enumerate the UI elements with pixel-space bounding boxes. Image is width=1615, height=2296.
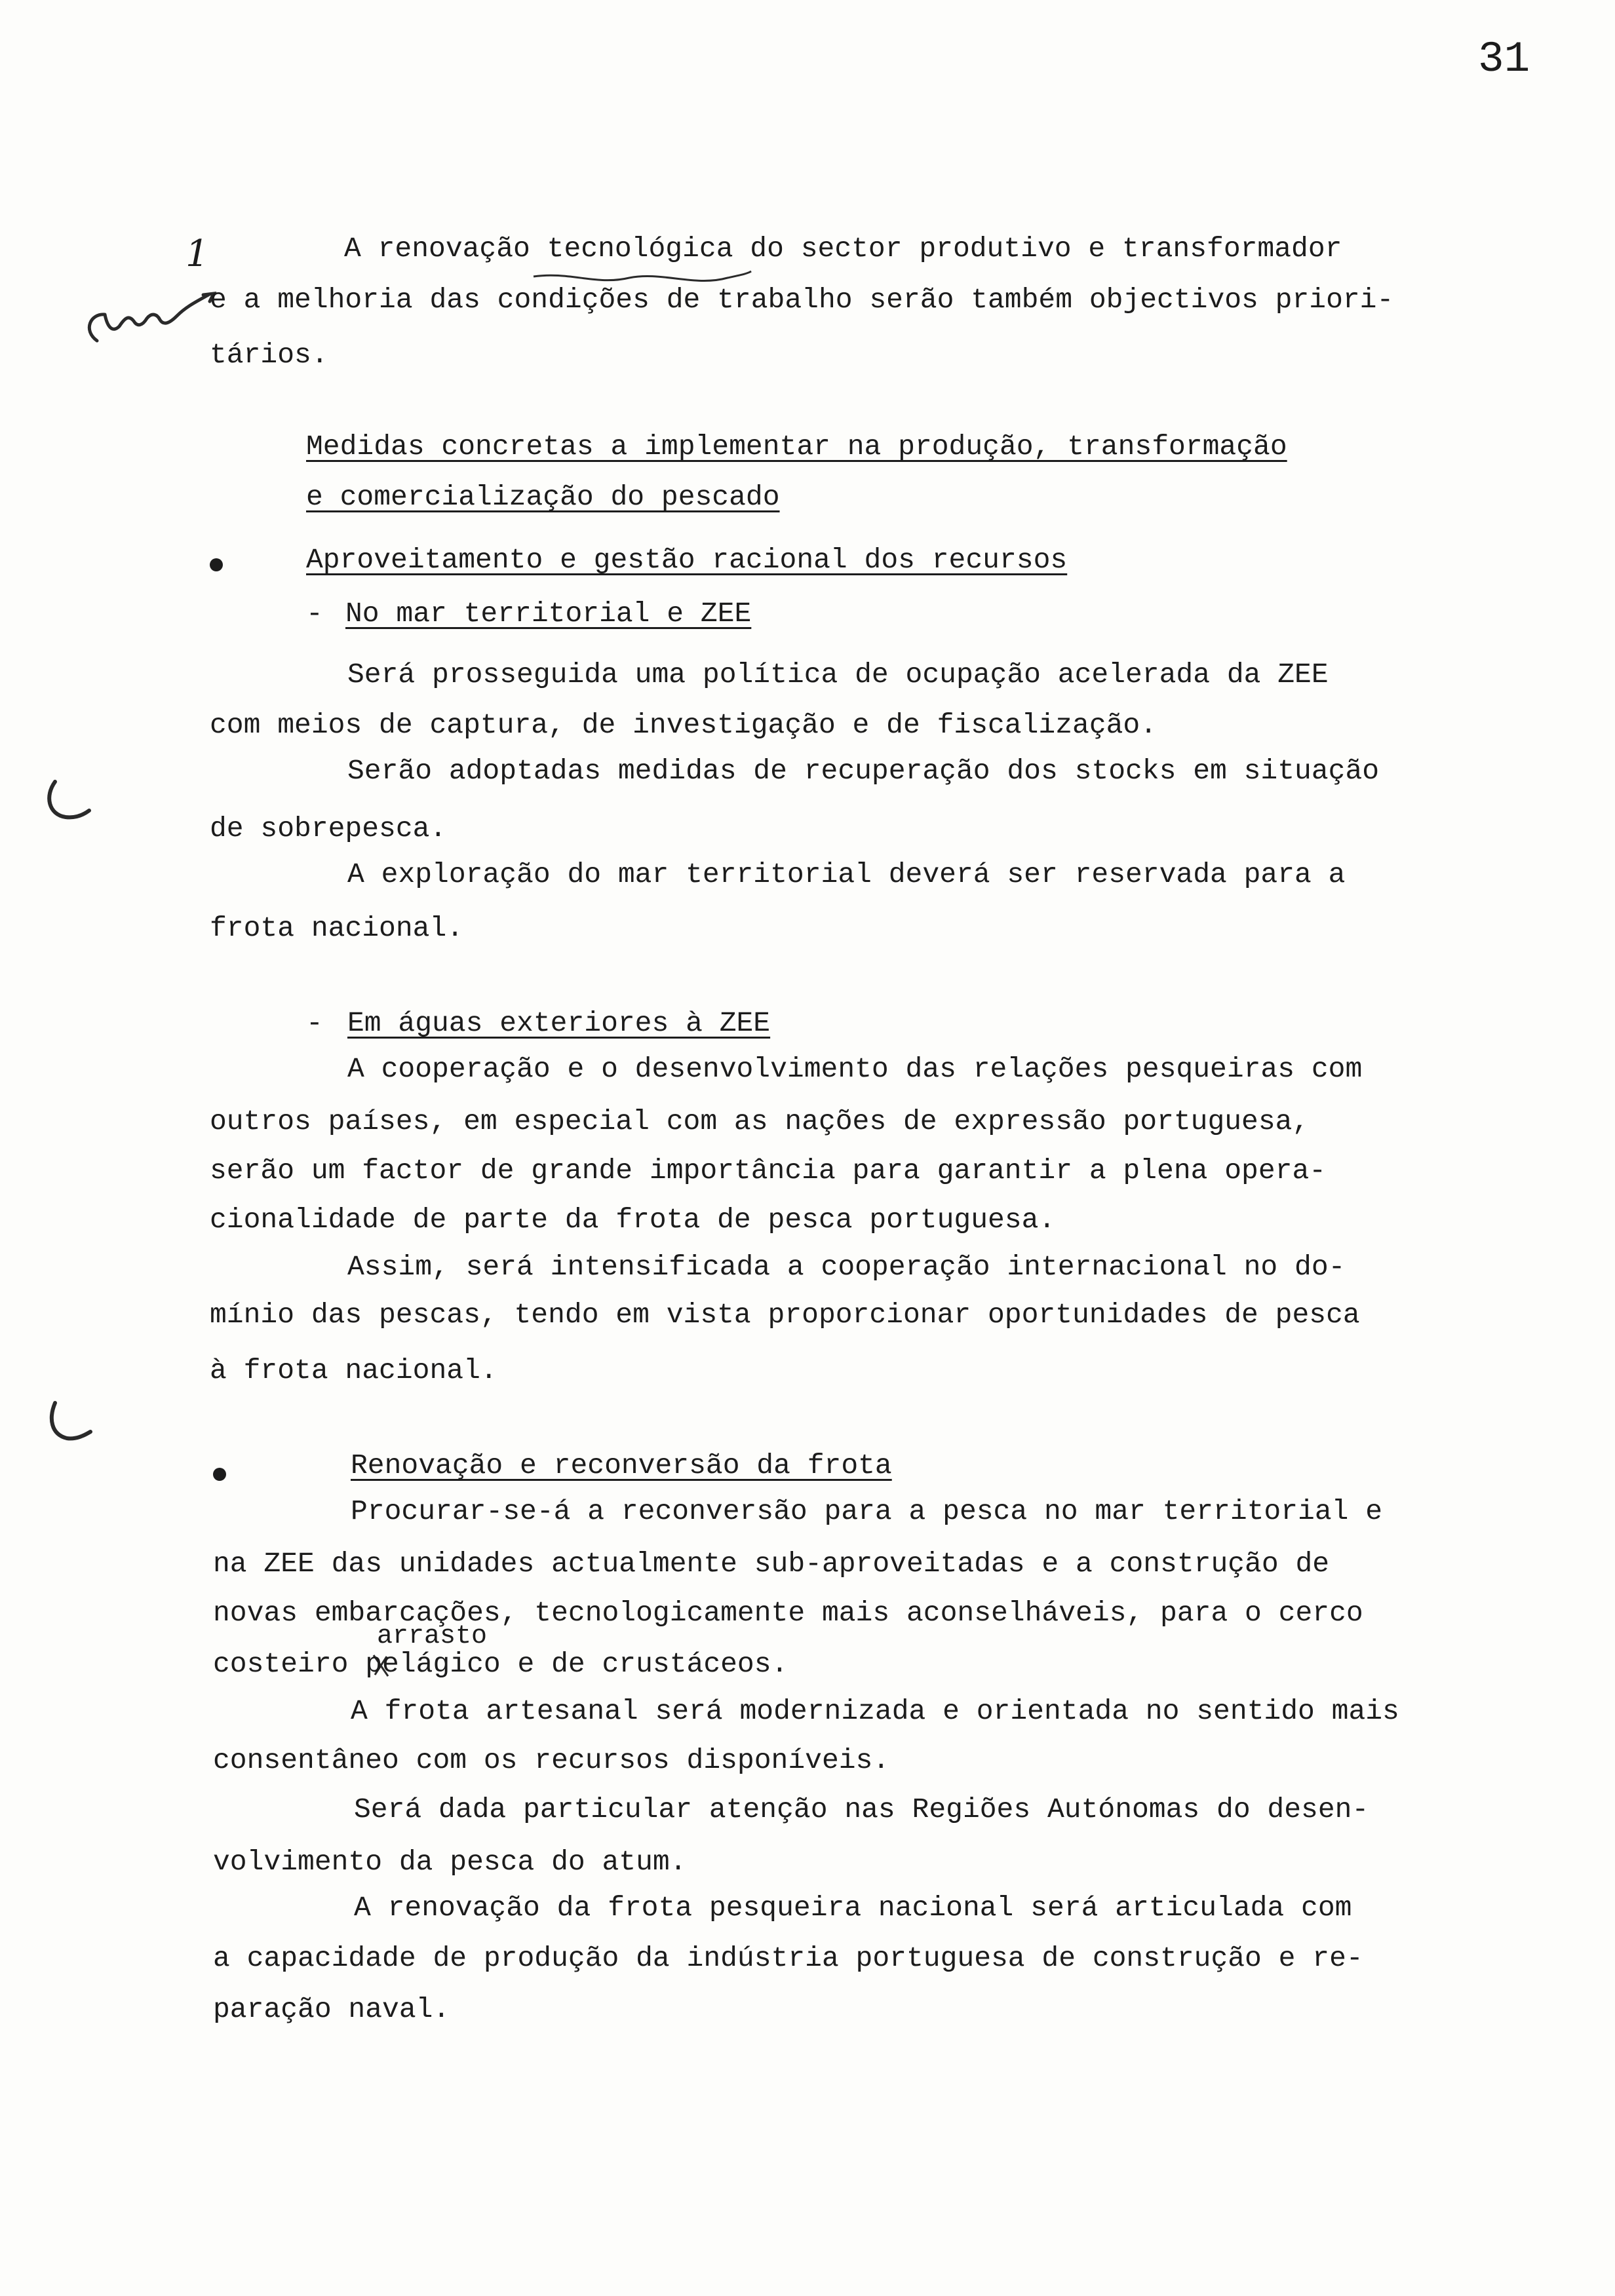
subsection-2-dash: - <box>306 1007 323 1039</box>
s3-p1-line-4: costeiro pelágico e de crustáceos. <box>213 1648 788 1680</box>
intro-line-3: tários. <box>210 339 328 371</box>
s3-p3-line-1: Será dada particular atenção nas Regiões Autónomas do desen- <box>354 1793 1369 1826</box>
handwritten-insertion: arrasto <box>377 1622 488 1651</box>
margin-bracket-mark-2 <box>42 1399 101 1451</box>
s2-p2-line-2: mínio das pescas, tendo em vista proporcionar oportunidades de pesca <box>210 1299 1360 1331</box>
s1-p2-line-1: Serão adoptadas medidas de recuperação dos stocks em situação <box>347 755 1380 787</box>
section-2-bullet <box>213 1468 226 1481</box>
s1-p1-line-1: Será prosseguida uma política de ocupação acelerada da ZEE <box>347 659 1329 691</box>
s3-p3-line-2: volvimento da pesca do atum. <box>213 1846 687 1878</box>
s3-p1-line-1: Procurar-se-á a reconversão para a pesca no mar territorial e <box>351 1495 1383 1527</box>
s1-p1-line-2: com meios de captura, de investigação e de fiscalização. <box>210 709 1158 741</box>
margin-bracket-mark-1 <box>39 776 98 829</box>
s1-p2-line-2: de sobrepesca. <box>210 813 447 845</box>
s2-p1-line-1: A cooperação e o desenvolvimento das relações pesqueiras com <box>347 1053 1363 1085</box>
s1-p3-line-2: frota nacional. <box>210 912 464 944</box>
heading-line-1: Medidas concretas a implementar na produção, transformação <box>306 430 1287 463</box>
subsection-1-title: No mar territorial e ZEE <box>345 598 752 630</box>
s3-p1-line-3: novas embarcações, tecnologicamente mais aconselháveis, para o cerco <box>213 1597 1363 1629</box>
s3-p4-line-3: paração naval. <box>213 1993 450 2025</box>
subsection-1-dash: - <box>306 598 323 630</box>
subsection-2-title: Em águas exteriores à ZEE <box>347 1007 771 1039</box>
intro-line-2: e a melhoria das condições de trabalho serão também objectivos priori- <box>210 284 1394 316</box>
heading-line-2: e comercialização do pescado <box>306 481 780 513</box>
s2-p2-line-3: à frota nacional. <box>210 1354 497 1387</box>
s1-p3-line-1: A exploração do mar territorial deverá ser reservada para a <box>347 858 1346 890</box>
intro-line-1: A renovação tecnológica do sector produtivo e transformador <box>344 233 1342 265</box>
s3-p2-line-2: consentâneo com os recursos disponíveis. <box>213 1744 890 1776</box>
s3-p2-line-1: A frota artesanal será modernizada e orientada no sentido mais <box>351 1695 1399 1727</box>
s2-p2-line-1: Assim, será intensificada a cooperação internacional no do- <box>347 1251 1346 1283</box>
section-2-title: Renovação e reconversão da frota <box>351 1449 892 1482</box>
s3-p4-line-1: A renovação da frota pesqueira nacional será articulada com <box>354 1892 1352 1924</box>
section-1-title: Aproveitamento e gestão racional dos recursos <box>306 544 1068 576</box>
handwritten-signature-mark <box>79 275 223 367</box>
s2-p1-line-2: outros países, em especial com as nações de expressão portuguesa, <box>210 1105 1310 1138</box>
margin-number-annotation: 1 <box>185 233 209 275</box>
s2-p1-line-3: serão um factor de grande importância para garantir a plena opera- <box>210 1155 1327 1187</box>
s3-p4-line-2: a capacidade de produção da indústria portuguesa de construção e re- <box>213 1942 1363 1974</box>
s2-p1-line-4: cionalidade de parte da frota de pesca portuguesa. <box>210 1204 1056 1236</box>
s3-p1-line-2: na ZEE das unidades actualmente sub-aproveitadas e a construção de <box>213 1548 1330 1580</box>
page-number: 31 <box>1478 35 1530 84</box>
section-1-bullet <box>210 558 223 571</box>
